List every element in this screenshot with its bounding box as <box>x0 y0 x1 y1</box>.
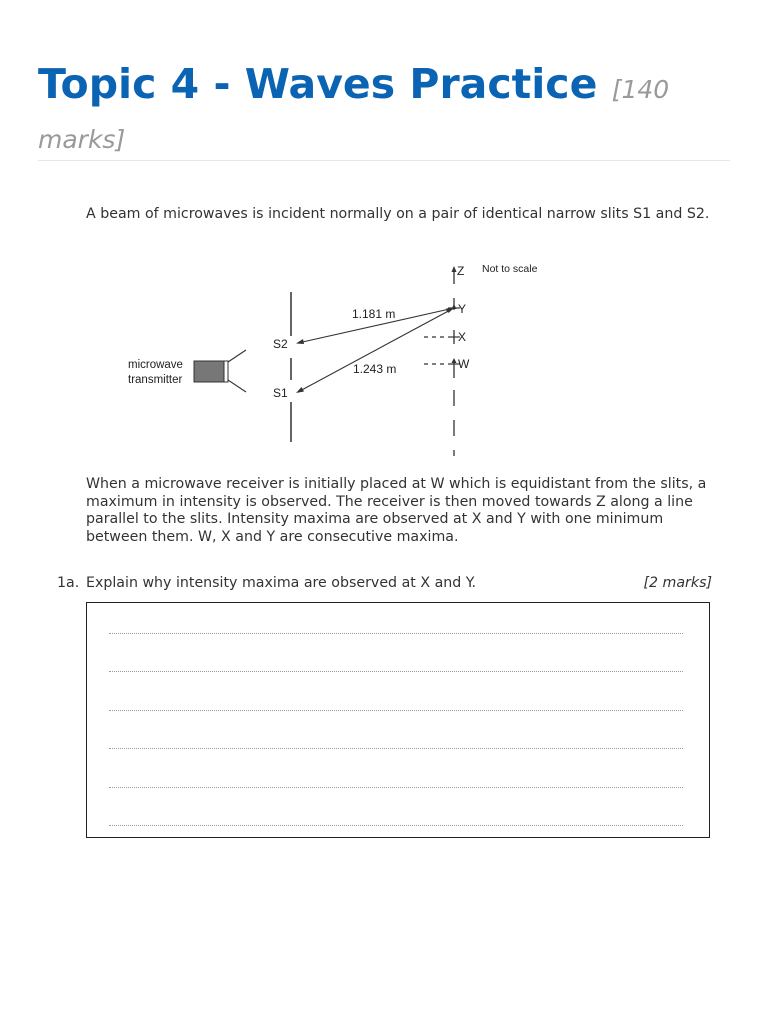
page-title <box>38 62 718 162</box>
answer-line[interactable] <box>109 671 683 672</box>
label-x: X <box>458 330 467 344</box>
page-title-text: Topic 4 - Waves Practice <box>38 60 598 108</box>
slit-s2-label: S2 <box>273 337 288 351</box>
answer-box[interactable] <box>86 602 710 838</box>
answer-line[interactable] <box>109 787 683 788</box>
total-marks: [140 marks] <box>38 75 670 154</box>
label-y: Y <box>458 302 467 316</box>
question-text: Explain why intensity maxima are observed at X and Y. <box>86 575 477 591</box>
distance-s1-label: 1.243 m <box>353 362 397 376</box>
transmitter-horn <box>224 361 228 382</box>
intro-paragraph: A beam of microwaves is incident normally on a pair of identical narrow slits S1 and S2. <box>86 206 710 222</box>
question-marks: [2 marks] <box>643 575 712 591</box>
microwave-transmitter <box>194 361 224 382</box>
label-z: Z <box>457 264 465 278</box>
maxima-dashed-guides <box>424 337 448 364</box>
question-number: 1a. <box>57 575 80 591</box>
context-paragraph: When a microwave receiver is initially placed at W which is equidistant from the slits, a maximum in intensity is observed. The receiver is then moved towards Z along a line parallel to the slits. Intensity maxima are observed at X and Y with one minimum between them. W, X and Y are consecutive maxima. <box>86 476 707 545</box>
answer-line[interactable] <box>109 710 683 711</box>
label-w: W <box>458 357 470 371</box>
distance-s2-label: 1.181 m <box>352 307 396 321</box>
transmitter-label-line1: microwave <box>128 359 183 371</box>
double-slit-diagram <box>120 258 560 458</box>
answer-line[interactable] <box>109 748 683 749</box>
not-to-scale-note: Not to scale <box>482 263 538 275</box>
answer-line[interactable] <box>109 633 683 634</box>
beam-lines <box>228 350 246 392</box>
slit-s1-label: S1 <box>273 386 288 400</box>
title-divider <box>38 160 730 161</box>
answer-line[interactable] <box>109 825 683 826</box>
transmitter-label-line2: transmitter <box>128 374 183 386</box>
